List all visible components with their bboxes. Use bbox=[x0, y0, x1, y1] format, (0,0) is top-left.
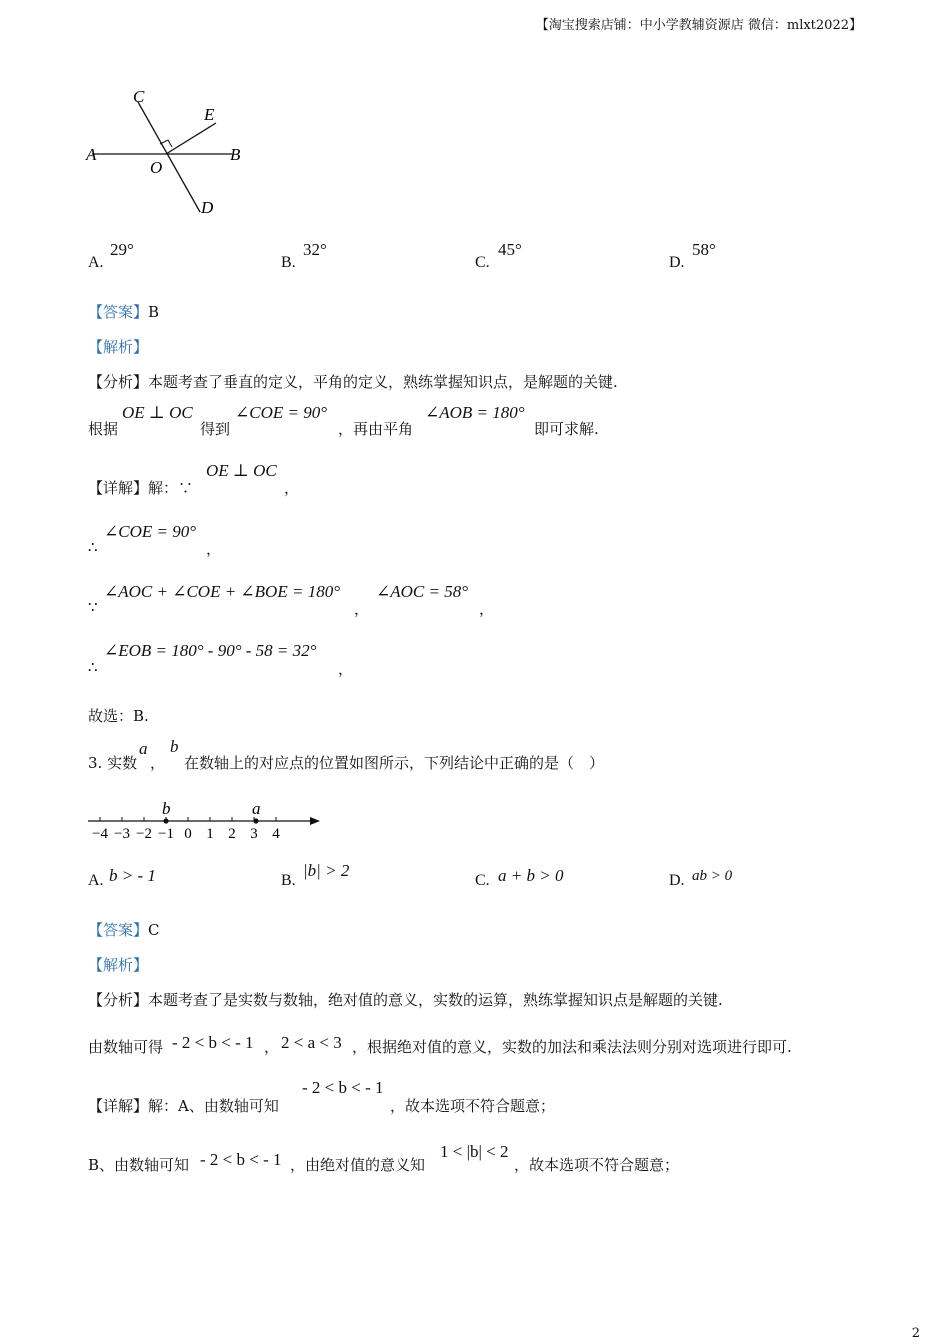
analysis-tag-2: 【解析】 bbox=[88, 956, 149, 974]
angle-figure bbox=[80, 80, 260, 225]
therefore-symbol: ∴ bbox=[88, 538, 98, 556]
q3-option-c-label: C. bbox=[475, 872, 490, 889]
label-c: C bbox=[133, 87, 145, 106]
detail-tag: 【详解】 bbox=[88, 479, 149, 497]
q3-var-a: a bbox=[139, 739, 148, 758]
tick-label: −1 bbox=[158, 826, 174, 842]
q3-l2-a: 由数轴可得 bbox=[88, 1038, 164, 1056]
q3-d2-b: ，由绝对值的意义知 bbox=[290, 1156, 426, 1174]
q3-option-a-label: A. bbox=[88, 872, 104, 889]
point-b-label: b bbox=[162, 799, 171, 818]
q2-gen-b: 得到 bbox=[200, 420, 231, 438]
fenxi-text-2: 本题考查了是实数与数轴，绝对值的意义，实数的运算，熟练掌握知识点是解题的关键. bbox=[148, 991, 723, 1009]
q2-gen-c: ，再由平角 bbox=[338, 420, 414, 438]
q3-d2-a: B、由数轴可知 bbox=[88, 1156, 190, 1174]
label-b: B bbox=[230, 145, 241, 164]
q2-option-d-value: 58° bbox=[692, 240, 716, 259]
answer-value: B bbox=[148, 303, 160, 321]
q3-l2-c: ，根据绝对值的意义，实数的加法和乘法法则分别对选项进行即可. bbox=[352, 1038, 792, 1056]
tick-label: −4 bbox=[92, 826, 108, 842]
label-a: A bbox=[86, 145, 97, 164]
q3-d1-b: ，故本选项不符合题意； bbox=[390, 1097, 556, 1115]
q2-step3-end: ， bbox=[338, 660, 354, 678]
q3-option-a-value: b > - 1 bbox=[109, 866, 156, 885]
q2-detail-m1: OE ⊥ OC bbox=[206, 461, 277, 480]
q3-option-d-label: D. bbox=[669, 872, 685, 889]
q3-l2-m1: - 2 < b < - 1 bbox=[172, 1033, 254, 1052]
q3-d1-m: - 2 < b < - 1 bbox=[302, 1078, 384, 1097]
q2-option-a-label: A. bbox=[88, 254, 104, 271]
tick-label: 4 bbox=[272, 826, 280, 842]
q2-option-c-label: C. bbox=[475, 254, 490, 271]
q2-step1-end: ， bbox=[206, 540, 222, 558]
label-d: D bbox=[201, 198, 214, 217]
number-line bbox=[84, 795, 324, 843]
detail-tag-2: 【详解】 bbox=[88, 1097, 149, 1115]
q2-gen-m3: ∠AOB = 180° bbox=[425, 403, 525, 422]
ray-oe bbox=[166, 123, 216, 154]
tick-label: −2 bbox=[136, 826, 152, 842]
line-cd bbox=[138, 102, 200, 212]
fenxi-text: 本题考查了垂直的定义，平角的定义，熟练掌握知识点，是解题的关键. bbox=[148, 373, 618, 391]
q2-detail-line bbox=[88, 477, 193, 498]
q2-gen-a: 根据 bbox=[88, 420, 119, 438]
fenxi-tag-2: 【分析】 bbox=[88, 991, 149, 1009]
page-number: 2 bbox=[911, 1326, 920, 1341]
page-header: 【淘宝搜索店铺：中小学教辅资源店 微信：mlxt2022】 bbox=[535, 18, 862, 33]
point-a-label: a bbox=[252, 799, 261, 818]
q3-d2-m2: 1 < |b| < 2 bbox=[440, 1142, 509, 1161]
tick-label: 0 bbox=[184, 826, 192, 842]
q3-option-b-value: |b| > 2 bbox=[303, 861, 350, 880]
answer-tag-2: 【答案】 bbox=[88, 921, 149, 939]
q3-option-c-value: a + b > 0 bbox=[498, 866, 564, 885]
q2-option-c-value: 45° bbox=[498, 240, 522, 259]
tick-label: 1 bbox=[206, 826, 214, 842]
q3-d2-m1: - 2 < b < - 1 bbox=[200, 1150, 282, 1169]
q2-detail-end: ， bbox=[284, 479, 300, 497]
q2-gen-m1: OE ⊥ OC bbox=[122, 403, 193, 422]
q3-comma: ， bbox=[150, 754, 166, 772]
detail-text: 解：∵ bbox=[148, 479, 194, 497]
q2-step1: ∠COE = 90° bbox=[104, 522, 197, 541]
tick-label: 2 bbox=[228, 826, 236, 842]
tick-label: 3 bbox=[250, 826, 258, 842]
fenxi-tag: 【分析】 bbox=[88, 373, 149, 391]
right-angle-mark bbox=[160, 140, 172, 147]
q3-detail-line bbox=[88, 1095, 279, 1116]
q2-gen-d: 即可求解. bbox=[534, 420, 599, 438]
q3-l2-m2: 2 < a < 3 bbox=[281, 1033, 342, 1052]
q2-step2-a: ∠AOC + ∠COE + ∠BOE = 180° bbox=[104, 582, 340, 601]
q3-l2-b: ， bbox=[264, 1038, 280, 1056]
q2-gen-m2: ∠COE = 90° bbox=[235, 403, 328, 422]
point-a bbox=[253, 818, 258, 823]
q3-answer-line bbox=[88, 919, 160, 940]
q2-answer-line bbox=[88, 301, 159, 322]
axis-arrow bbox=[310, 817, 320, 825]
answer-value-2: C bbox=[148, 921, 160, 939]
q3-stem-rest: 在数轴上的对应点的位置如图所示，下列结论中正确的是（ ） bbox=[184, 754, 605, 772]
label-o: O bbox=[150, 158, 163, 177]
q2-step2-end: ， bbox=[479, 600, 495, 618]
q3-d2-c: ，故本选项不符合题意； bbox=[514, 1156, 680, 1174]
point-b bbox=[163, 818, 168, 823]
q2-step3: ∠EOB = 180° - 90° - 58 = 32° bbox=[104, 641, 317, 660]
tick-label: −3 bbox=[114, 826, 130, 842]
q3-stem-num: 3. 实数 bbox=[88, 754, 138, 772]
q3-option-b-label: B. bbox=[281, 872, 296, 889]
therefore-symbol-2: ∴ bbox=[88, 658, 98, 676]
q2-option-b-label: B. bbox=[281, 254, 296, 271]
answer-tag: 【答案】 bbox=[88, 303, 149, 321]
q2-step2-mid: ， bbox=[354, 600, 370, 618]
q2-fenxi-line bbox=[88, 371, 618, 392]
because-symbol: ∵ bbox=[88, 598, 98, 616]
q2-option-d-label: D. bbox=[669, 254, 685, 271]
q3-d1-a: 解：A、由数轴可知 bbox=[148, 1097, 279, 1115]
label-e: E bbox=[204, 105, 215, 124]
q3-option-d-value: ab > 0 bbox=[692, 868, 733, 884]
q2-choose: 故选：B. bbox=[88, 707, 149, 725]
q3-var-b: b bbox=[170, 737, 179, 756]
q3-fenxi-line bbox=[88, 989, 723, 1010]
analysis-tag: 【解析】 bbox=[88, 338, 149, 356]
q2-step2-b: ∠AOC = 58° bbox=[376, 582, 469, 601]
q2-option-a-value: 29° bbox=[110, 240, 134, 259]
q2-option-b-value: 32° bbox=[303, 240, 327, 259]
